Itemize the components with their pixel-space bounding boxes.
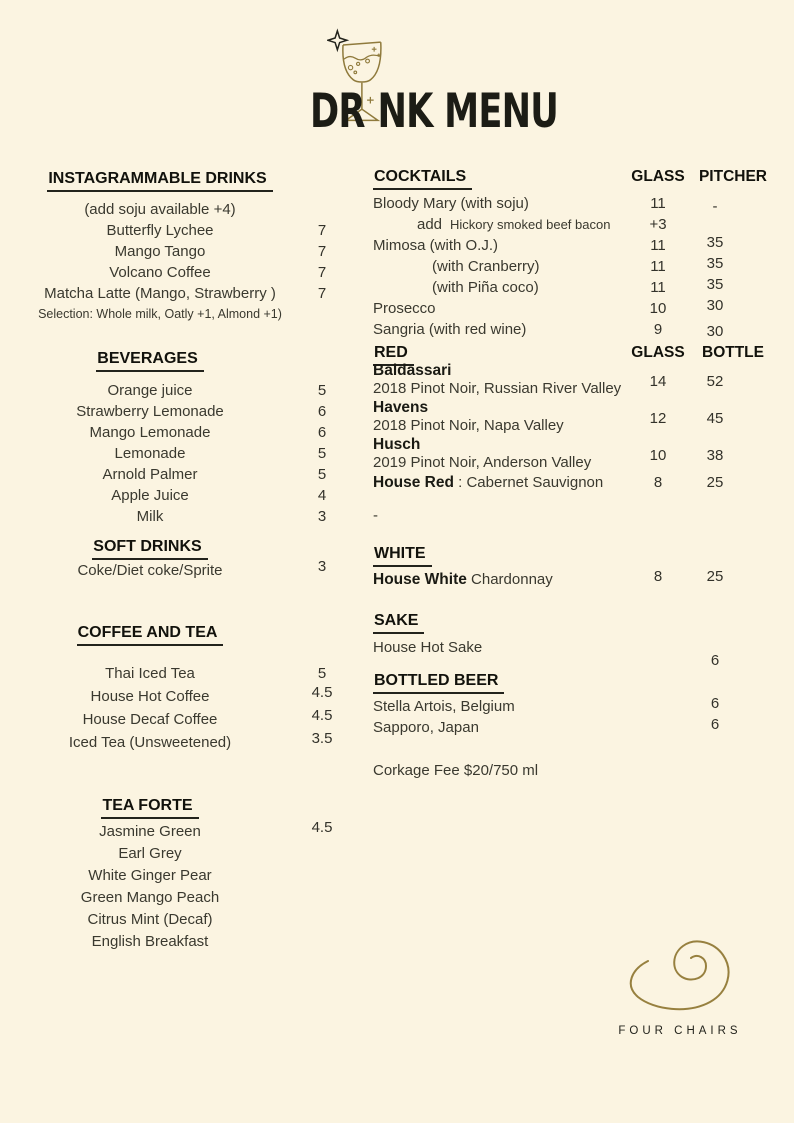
placeholder-dash: - xyxy=(373,507,378,524)
sparkle-icon xyxy=(328,31,347,50)
glass-price: 11 xyxy=(650,279,666,296)
section-bottled-beer xyxy=(373,672,773,781)
bottle-price: 6 xyxy=(710,716,720,733)
section-subtitle: (add soju available +4) xyxy=(84,201,236,218)
brand-name: FOUR CHAIRS xyxy=(618,1025,742,1037)
bottle-price: 52 xyxy=(706,373,724,390)
menu-item: Thai Iced Tea 5 xyxy=(30,662,270,685)
glass-price: 10 xyxy=(649,447,667,464)
section-title: SOFT DRINKS xyxy=(30,538,270,558)
section-title: COCKTAILS xyxy=(373,168,472,188)
section-title: SAKE xyxy=(373,612,773,632)
section-title: WHITE xyxy=(373,545,773,565)
glass-price: 12 xyxy=(649,410,667,427)
table-row: Sapporo, Japan 6 xyxy=(373,717,773,738)
wine-row: House Red : Cabernet Sauvignon 8 25 xyxy=(373,472,773,494)
pitcher-price: - xyxy=(712,198,718,215)
wine-row: House White Chardonnay 8 25 xyxy=(373,569,773,591)
bottle-price: 25 xyxy=(706,568,724,585)
glass-price: 8 xyxy=(653,568,663,585)
glass-price: 11 xyxy=(650,258,666,275)
section-instagrammable-drinks xyxy=(30,170,327,321)
item-price: 7 xyxy=(317,285,327,302)
item-price: 3.5 xyxy=(311,730,333,747)
menu-item: Iced Tea (Unsweetened) 3.5 xyxy=(30,731,270,754)
menu-item: Green Mango Peach xyxy=(80,889,220,906)
menu-item: Matcha Latte (Mango, Strawberry ) 7 xyxy=(30,283,290,304)
section-title: COFFEE AND TEA xyxy=(30,624,270,644)
menu-item: Milk 3 xyxy=(30,506,270,527)
pitcher-price: 35 xyxy=(706,234,724,251)
item-price: 7 xyxy=(317,243,327,260)
item-price: 7 xyxy=(317,222,327,239)
glass-price: 11 xyxy=(650,195,666,212)
menu-item: Citrus Mint (Decaf) xyxy=(87,911,213,928)
item-price: 6 xyxy=(317,424,327,441)
wine-row: Baldassari 2018 Pinot Noir, Russian River Valley 14 52 xyxy=(373,361,773,398)
section-title: TEA FORTE xyxy=(30,797,270,817)
section-sake xyxy=(373,612,773,669)
menu-item: White Ginger Pear xyxy=(88,867,212,884)
section-white-wine xyxy=(373,545,773,591)
table-row: Bloody Mary (with soju) 11 - xyxy=(373,193,773,214)
glass-price: 10 xyxy=(649,300,667,317)
section-beverages xyxy=(30,350,327,527)
bottle-price: 25 xyxy=(706,474,724,491)
bottle-price: 6 xyxy=(710,652,720,669)
column-header-pitcher: PITCHER xyxy=(698,168,768,185)
title-part-right: NK MENU xyxy=(377,84,559,140)
item-price: 4.5 xyxy=(311,707,333,724)
bottle-price: 38 xyxy=(706,447,724,464)
section-title: INSTAGRAMMABLE DRINKS xyxy=(30,170,290,190)
menu-item: Orange juice 5 xyxy=(30,380,270,401)
item-price: 4 xyxy=(317,487,327,504)
section-price: 4.5 xyxy=(311,819,333,836)
table-header xyxy=(373,168,773,190)
menu-item: House Hot Coffee 4.5 xyxy=(30,685,270,708)
pitcher-price: 30 xyxy=(706,297,724,314)
bottle-price: 6 xyxy=(710,695,720,712)
menu-item: Arnold Palmer 5 xyxy=(30,464,270,485)
corkage-note: Corkage Fee $20/750 ml xyxy=(373,762,539,779)
table-header xyxy=(373,344,773,361)
four-chairs-squiggle-icon xyxy=(618,933,740,1021)
glass-price: +3 xyxy=(649,216,667,233)
item-price: 7 xyxy=(317,264,327,281)
column-header-glass: GLASS xyxy=(631,168,685,185)
table-row: (with Piña coco) 11 35 xyxy=(373,277,773,298)
menu-item: Mango Lemonade 6 xyxy=(30,422,270,443)
table-row: Mimosa (with O.J.) 11 35 xyxy=(373,235,773,256)
section-title: BOTTLED BEER xyxy=(373,672,773,692)
section-soft-drinks xyxy=(30,538,327,581)
page-title xyxy=(310,84,558,139)
table-row: Stella Artois, Belgium 6 xyxy=(373,696,773,717)
menu-item: Volcano Coffee 7 xyxy=(30,262,290,283)
menu-item: English Breakfast xyxy=(91,933,209,950)
item-price: 6 xyxy=(317,403,327,420)
menu-item: Apple Juice 4 xyxy=(30,485,270,506)
table-row: House Hot Sake 6 xyxy=(373,637,773,658)
menu-item: Butterfly Lychee 7 xyxy=(30,220,290,241)
item-price: 5 xyxy=(317,665,327,682)
glass-price: 11 xyxy=(650,237,666,254)
item-price: 3 xyxy=(317,508,327,525)
wine-row: Havens 2018 Pinot Noir, Napa Valley 12 45 xyxy=(373,398,773,435)
section-red-wine xyxy=(373,344,773,526)
section-coffee-and-tea xyxy=(30,624,333,754)
section-cocktails xyxy=(373,168,773,340)
item-price: 4.5 xyxy=(311,684,333,701)
column-header-glass: GLASS xyxy=(631,344,685,361)
section-title: RED xyxy=(373,344,414,364)
glass-price: 14 xyxy=(649,373,667,390)
glass-price: 9 xyxy=(653,321,663,338)
milk-selection-note: Selection: Whole milk, Oatly +1, Almond +1) xyxy=(38,307,282,321)
pitcher-price: 35 xyxy=(706,255,724,272)
item-price: 3 xyxy=(317,558,327,575)
menu-item: Lemonade 5 xyxy=(30,443,270,464)
item-price: 5 xyxy=(317,382,327,399)
menu-item: Jasmine Green xyxy=(99,823,201,840)
item-price: 5 xyxy=(317,466,327,483)
wine-row: Husch 2019 Pinot Noir, Anderson Valley 10 38 xyxy=(373,435,773,472)
menu-item: House Decaf Coffee 4.5 xyxy=(30,708,270,731)
table-row: Prosecco 10 30 xyxy=(373,298,773,319)
item-price: 5 xyxy=(317,445,327,462)
title-part-left: DR xyxy=(310,84,365,140)
section-tea-forte xyxy=(30,797,333,953)
pitcher-price: 30 xyxy=(706,323,724,340)
table-row: add Hickory smoked beef bacon +3 xyxy=(373,214,773,235)
menu-item: Coke/Diet coke/Sprite 3 xyxy=(30,560,270,581)
table-row: (with Cranberry) 11 35 xyxy=(373,256,773,277)
column-header-bottle: BOTTLE xyxy=(702,344,764,361)
menu-item: Strawberry Lemonade 6 xyxy=(30,401,270,422)
section-title: BEVERAGES xyxy=(30,350,270,370)
pitcher-price: 35 xyxy=(706,276,724,293)
glass-price: 8 xyxy=(653,474,663,491)
menu-item: Earl Grey xyxy=(118,845,182,862)
bottle-price: 45 xyxy=(706,410,724,427)
menu-item: Mango Tango 7 xyxy=(30,241,290,262)
table-row: Sangria (with red wine) 9 30 xyxy=(373,319,773,340)
